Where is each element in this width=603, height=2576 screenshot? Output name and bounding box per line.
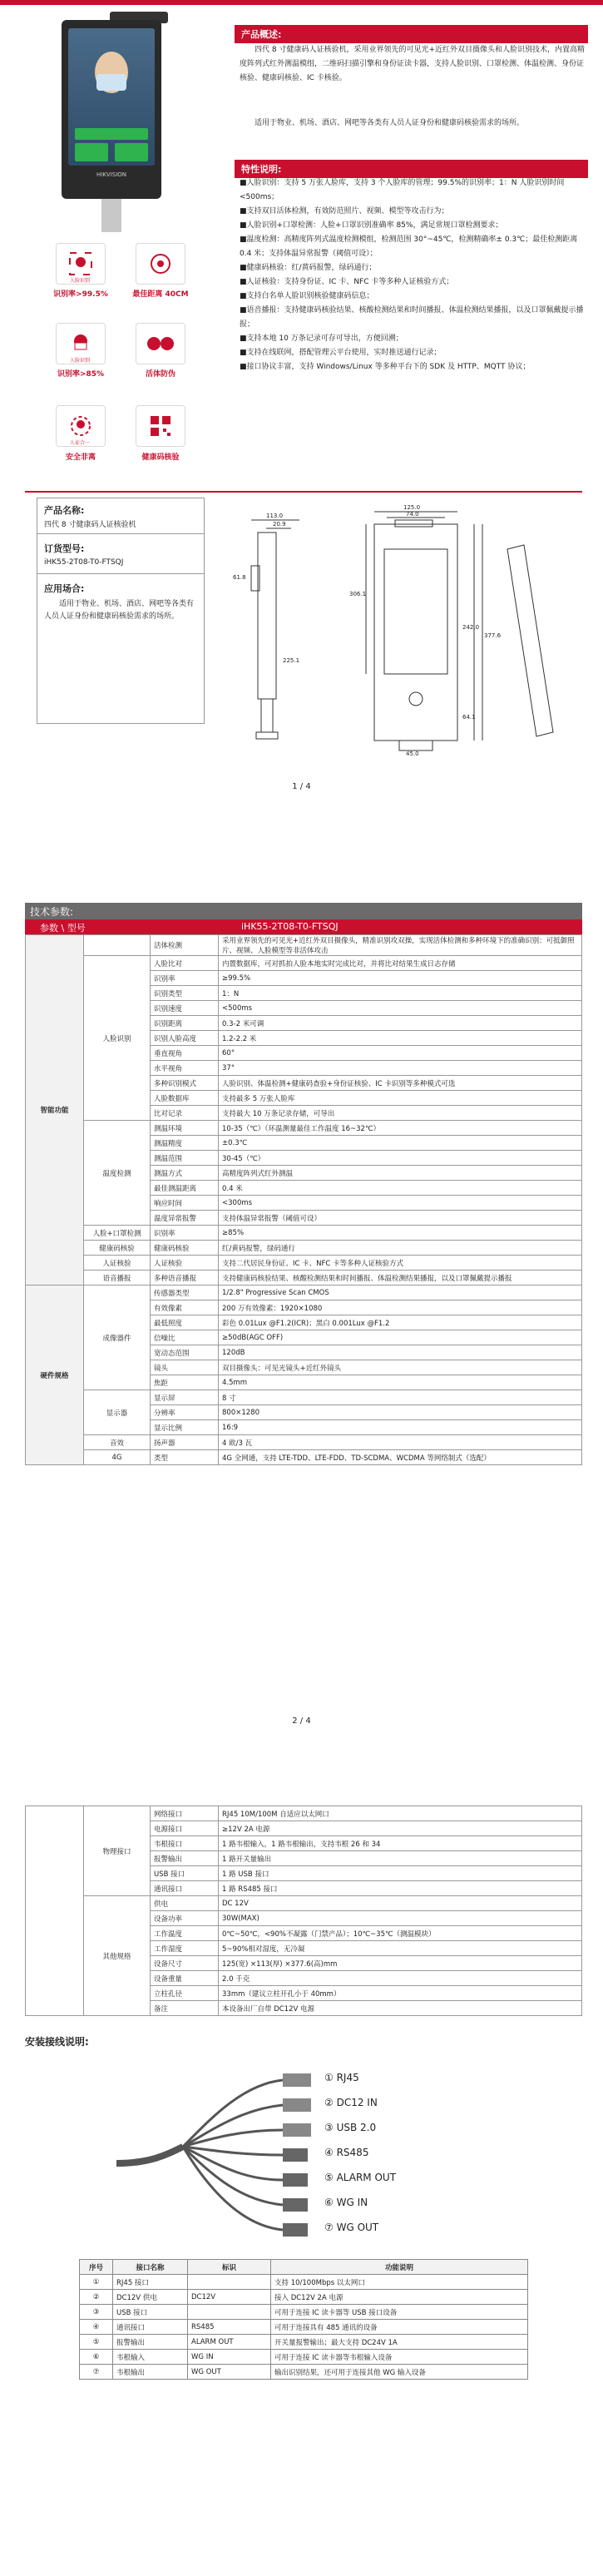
wiring-cell: WG IN (188, 2350, 271, 2365)
spec-key: 响应时间 (151, 1196, 219, 1211)
iface-key: 备注 (151, 2001, 219, 2016)
spec-value: 彩色 0.01Lux @F1.2(ICR)；黑白 0.001Lux @F1.2 (219, 1315, 582, 1330)
feature-item: ■支持白名单人脸识别核验健康码信息； (240, 292, 374, 300)
app-value: 适用于物业、机场、酒店、网吧等各类有人员人证身份和健康码核验需求的场所。 (44, 600, 195, 621)
wiring-cell: 通讯接口 (113, 2320, 188, 2335)
header-strip (0, 0, 603, 5)
icon-label: 健康码核验 (141, 453, 180, 462)
spec-row (26, 956, 582, 971)
dim-label: 306.1 (349, 591, 367, 597)
spec-group: 温度检测 (84, 1121, 151, 1226)
spec-value: 1/2.8" Progressive Scan CMOS (219, 1286, 582, 1300)
spec-key: 识别类型 (151, 986, 219, 1001)
iface-category: 物理接口 (84, 1806, 151, 1896)
qrcode-icon (136, 405, 185, 447)
wiring-cell: 报警输出 (113, 2335, 188, 2350)
feature-item: ■健康码核验：红/黄码报警，绿码通行； (240, 264, 377, 272)
drawing-svg (233, 499, 566, 757)
overview-title: 产品概述: (235, 25, 588, 43)
wiring-cell: WG OUT (188, 2365, 271, 2380)
dim-label: 125.0 (403, 504, 421, 511)
iface-key: 报警输出 (151, 1851, 219, 1866)
spec-value: ≥50dB(AGC OFF) (219, 1330, 582, 1345)
wiring-row (80, 2275, 528, 2290)
spec-group: 音效 (84, 1435, 151, 1450)
spec-row (26, 1241, 582, 1256)
spec-key: 水平视角 (151, 1061, 219, 1076)
status-green-bar2 (75, 143, 108, 161)
spec-key: 识别人脸高度 (151, 1031, 219, 1046)
name-label: 产品名称: (44, 505, 85, 516)
iface-key: 设备重量 (151, 1971, 219, 1986)
wiring-cell: 韦根输出 (113, 2365, 188, 2380)
page-2 (0, 903, 603, 1760)
spec-group: 人脸+口罩检测 (84, 1226, 151, 1241)
spec-value: 200 万有效像素：1920×1080 (219, 1300, 582, 1315)
spec-key: 温度异常报警 (151, 1211, 219, 1226)
wiring-cell: USB 接口 (113, 2305, 188, 2320)
spec-value: 支持体温异常报警（阈值可设） (219, 1211, 582, 1226)
icon-subtext: 人脸识别 (69, 358, 90, 364)
divider (25, 491, 582, 493)
spec-key: 测温范围 (151, 1151, 219, 1166)
model-value: iHK55-2T08-T0-FTSQJ (44, 558, 124, 567)
icon-subtext: 人证合一 (69, 440, 90, 446)
wire-2: ② DC12 IN (324, 2097, 378, 2108)
wiring-row (80, 2365, 528, 2380)
spec-row (26, 1271, 582, 1286)
spec-key: 人脸比对 (151, 956, 219, 971)
iface-value: 125(宽) ×113(厚) ×377.6(高)mm (219, 1956, 582, 1971)
model-label: 订货型号: (44, 543, 85, 554)
spec-category: 智能功能 (26, 935, 84, 1286)
wiring-cell: 接入 DC12V 2A 电源 (271, 2290, 528, 2305)
wire-4: ④ RS485 (324, 2147, 369, 2158)
spec-key: 扬声器 (151, 1435, 219, 1450)
iface-category: 其他规格 (84, 1896, 151, 2016)
dim-label: 20.9 (273, 521, 286, 528)
spec-key: 传感器类型 (151, 1286, 219, 1300)
spec-row (26, 1226, 582, 1241)
iface-key: 设备功率 (151, 1911, 219, 1926)
spec-value: 人脸识别、体温检测+健康码查验+身份证核验、IC 卡识别等多种模式可选 (219, 1076, 582, 1091)
wiring-cell: 可用于连接具有 485 通讯的设备 (271, 2320, 528, 2335)
dim-label: 242.0 (462, 624, 480, 631)
iface-value: RJ45 10M/100M 自适应以太网口 (219, 1806, 582, 1821)
iface-value: 1 路 USB 接口 (219, 1866, 582, 1881)
overview-text: 四代 8 寸健康码人证核验机，采用业界领先的可见光+近红外双目摄像头和人脸识别技术，内置高精度阵列式红外测温模组，二维码扫描引擎和身份证读卡器，支持人脸识别、口罩检测、体温检测、身份证核验、健康码核验、IC 卡核验。 (240, 46, 585, 82)
icon-label: 最佳距离 40CM (132, 290, 189, 299)
features-title: 特性说明: (235, 160, 588, 178)
iface-key: 网络接口 (151, 1806, 219, 1821)
spec-value: 支持健康码核验结果、核酸检测结果和时间播报、体温检测结果播报，以及口罩佩戴提示播报 (219, 1271, 582, 1286)
dim-label: 113.0 (266, 513, 284, 519)
wiring-row (80, 2350, 528, 2365)
iface-value: 2.0 千克 (219, 1971, 582, 1986)
iface-key: 韦根接口 (151, 1836, 219, 1851)
feature-item: ■支持在线联网，搭配管理云平台使用，实时推送通行记录； (240, 349, 442, 357)
wiring-cell: ④ (80, 2320, 113, 2335)
feature-item: ■语音播报：支持健康码核验结果、核酸检测结果和时间播报、体温检测结果播报，以及口罩佩戴提示播报； (240, 306, 584, 329)
spec-value: <500ms (219, 1001, 582, 1016)
wiring-row (80, 2305, 528, 2320)
spec-value: 双目摄像头：可见光镜头+近红外镜头 (219, 1360, 582, 1375)
wire-6: ⑥ WG IN (324, 2197, 368, 2208)
spec-key: 宽动态范围 (151, 1345, 219, 1360)
wiring-cell (188, 2305, 271, 2320)
dim-label: 225.1 (283, 657, 300, 664)
spec-key: 显示比例 (151, 1420, 219, 1435)
wiring-cell: 可用于连接 IC 读卡器等 USB 接口设备 (271, 2305, 528, 2320)
spec-value: 30-45（℃） (219, 1151, 582, 1166)
spec-row (26, 1286, 582, 1300)
spec-key: 最佳测温距离 (151, 1181, 219, 1196)
spec-value: 0.3-2 米可调 (219, 1016, 582, 1031)
spec-value: 4G 全网通，支持 LTE-TDD、LTE-FDD、TD-SCDMA、WCDMA 等网络制式（选配） (219, 1450, 582, 1465)
th-name: 接口名称 (113, 2260, 188, 2275)
iface-value: 30W(MAX) (219, 1911, 582, 1926)
status-green-bar (75, 128, 148, 140)
spec-header (25, 919, 582, 934)
spec-key: 有效像素 (151, 1300, 219, 1315)
spec-key: 分辨率 (151, 1405, 219, 1420)
spec-key: 多种语音播报 (151, 1271, 219, 1286)
dim-label: 45.0 (406, 751, 419, 757)
spec-key: 识别速度 (151, 1001, 219, 1016)
spec-value: 支持最大 10 万条记录存储，可导出 (219, 1106, 582, 1121)
wiring-cell: ⑥ (80, 2350, 113, 2365)
page-3 (0, 1797, 603, 2576)
spec-value: 采用业界领先的可见光+近红外双目摄像头，精准识别攻双操，实现活体检测和多种环境下的准确识别：可抵御照片、视频、人脸模型等非活体攻击 (219, 935, 582, 956)
device-pole (101, 199, 121, 232)
wiring-cell: DC12V 供电 (113, 2290, 188, 2305)
iface-value: DC 12V (219, 1896, 582, 1911)
wiring-cell: 开关量报警输出；最大支持 DC24V 1A (271, 2335, 528, 2350)
spec-value: 4 欧/3 瓦 (219, 1435, 582, 1450)
header-right: iHK55-2T08-T0-FTSQJ (241, 921, 339, 932)
spec-row (26, 1390, 582, 1405)
wiring-row (80, 2320, 528, 2335)
spec-key: 健康码核验 (151, 1241, 219, 1256)
header-left: 参数 \ 型号 (40, 923, 86, 934)
spec-title: 技术参数: (25, 903, 582, 920)
spec-key: 识别距离 (151, 1016, 219, 1031)
wire-5: ⑤ ALARM OUT (324, 2172, 397, 2183)
icon-label: 活体防伪 (145, 370, 175, 379)
spec-value: 120dB (219, 1345, 582, 1360)
wiring-cell: ③ (80, 2305, 113, 2320)
th-mark: 标识 (188, 2260, 271, 2275)
iface-key: 立柱孔径 (151, 1986, 219, 2001)
iface-key: 电源接口 (151, 1821, 219, 1836)
spec-key: 多种识别模式 (151, 1076, 219, 1091)
spec-key: 测温方式 (151, 1166, 219, 1181)
iface-value: 1 路开关量输出 (219, 1851, 582, 1866)
device-body (62, 20, 161, 199)
spec-group (84, 935, 151, 956)
iface-key: 供电 (151, 1896, 219, 1911)
wiring-cell: ⑦ (80, 2365, 113, 2380)
spec-key: 垂直视角 (151, 1046, 219, 1061)
cable-svg (116, 2063, 466, 2238)
spec-value: 高精度阵列式红外测温 (219, 1166, 582, 1181)
spec-key: 显示屏 (151, 1390, 219, 1405)
spec-value: ≥99.5% (219, 971, 582, 986)
spec-group: 人脸识别 (84, 956, 151, 1121)
wiring-cell: 可用于连接 IC 读卡器等韦根输入设备 (271, 2350, 528, 2365)
iface-key: 设备尺寸 (151, 1956, 219, 1971)
dim-label: 377.6 (484, 632, 502, 639)
iface-row (26, 1806, 582, 1821)
info-divider (37, 573, 204, 574)
distance-icon (136, 243, 185, 285)
page-number: 2 / 4 (292, 1717, 311, 1726)
wiring-cell: DC12V (188, 2290, 271, 2305)
spec-table (25, 934, 582, 1465)
spec-key: 镜头 (151, 1360, 219, 1375)
wiring-cell: ② (80, 2290, 113, 2305)
icon-label: 安全非离 (65, 453, 96, 462)
spec-value: 支持最多 5 万张人脸库 (219, 1091, 582, 1106)
wiring-cell: RJ45 接口 (113, 2275, 188, 2290)
feature-item: ■人证核验：支持身份证、IC 卡、NFC 卡等多种人证核验方式； (240, 278, 454, 286)
spec-value: 1：N (219, 986, 582, 1001)
wiring-row (80, 2335, 528, 2350)
iface-key: 通讯接口 (151, 1881, 219, 1896)
name-value: 四代 8 寸健康码人证核验机 (44, 521, 136, 529)
wiring-cell: 输出识别结果，还可用于连接其他 WG 输入设备 (271, 2365, 528, 2380)
spec-key: 识别率 (151, 1226, 219, 1241)
spec-group: 健康码核验 (84, 1241, 151, 1256)
wiring-cell: ① (80, 2275, 113, 2290)
dim-label: 64.1 (462, 714, 476, 721)
dimension-drawing (233, 499, 566, 757)
th-no: 序号 (80, 2260, 113, 2275)
iface-value: 5~90%相对湿度，无冷凝 (219, 1941, 582, 1956)
feature-item: ■接口协议丰富，支持 Windows/Linux 等多种平台下的 SDK 及 HTTP、MQTT 协议； (240, 363, 531, 371)
icon-label: 识别率>99.5% (53, 290, 108, 299)
wiring-cell: ALARM OUT (188, 2335, 271, 2350)
spec-key: 识别率 (151, 971, 219, 986)
feature-item: ■支持双目活体检测，有效防范照片、视频、模型等攻击行为； (240, 207, 449, 215)
overview-text2: 适用于物业、机场、酒店、网吧等各类有人员人证身份和健康码核验需求的场所。 (255, 119, 525, 127)
spec-value: 0.4 米 (219, 1181, 582, 1196)
spec-row (26, 1435, 582, 1450)
iface-value: 1 路韦根输入，1 路韦根输出，支持韦根 26 和 34 (219, 1836, 582, 1851)
dim-label: 74.0 (406, 511, 419, 518)
icon-grid (46, 243, 212, 484)
iface-value: 0℃~50℃，<90%不凝露（门禁产品）；10℃~35℃（测温模块） (219, 1926, 582, 1941)
spec-value: 37° (219, 1061, 582, 1076)
page-1 (0, 0, 603, 824)
iface-value: 33mm（建议立柱开孔小于 40mm） (219, 1986, 582, 2001)
spec-key: 人证核验 (151, 1256, 219, 1271)
spec-row (26, 1256, 582, 1271)
spec-category: 硬件规格 (26, 1286, 84, 1465)
spec-value: 红/黄码报警，绿码通行 (219, 1241, 582, 1256)
spec-value: 800×1280 (219, 1405, 582, 1420)
wiring-row (80, 2290, 528, 2305)
feature-item: ■人脸识别：支持 5 万张人脸库，支持 3 个人脸库的管理；99.5%的识别率；1：N 人脸识别时间<500ms； (240, 179, 565, 201)
device-photo (52, 12, 176, 232)
icon-subtext: 人脸识别 (69, 278, 90, 284)
spec-value: 10-35（℃）（环温测量最佳工作温度 16~32℃） (219, 1121, 582, 1136)
wiring-title: 安装接线说明: (25, 2036, 89, 2048)
wire-1: ① RJ45 (324, 2072, 359, 2083)
device-screen (68, 28, 155, 166)
page-number: 1 / 4 (292, 782, 311, 791)
wiring-cell: RS485 (188, 2320, 271, 2335)
product-info-box (37, 498, 205, 724)
spec-value: 1.2-2.2 米 (219, 1031, 582, 1046)
spec-key: 人脸数据库 (151, 1091, 219, 1106)
spec-value: ±0.3℃ (219, 1136, 582, 1151)
spec-value: 4.5mm (219, 1375, 582, 1390)
spec-group: 4G (84, 1450, 151, 1465)
spec-group: 人证核验 (84, 1256, 151, 1271)
wiring-table (79, 2259, 528, 2380)
icon-label: 识别率>85% (57, 370, 105, 379)
dim-label: 61.8 (233, 574, 246, 581)
spec-value: ≥85% (219, 1226, 582, 1241)
info-divider (37, 533, 204, 534)
spec-value: 内置数据库，可对抓拍人脸本地实时完成比对，并将比对结果生成日志存储 (219, 956, 582, 971)
iface-key: 工作温度 (151, 1926, 219, 1941)
iface-blank (26, 1806, 84, 2016)
wiring-cell: 支持 10/100Mbps 以太网口 (271, 2275, 528, 2290)
spec-value: 16:9 (219, 1420, 582, 1435)
iface-value: 1 路 RS485 接口 (219, 1881, 582, 1896)
spec-key: 测温精度 (151, 1136, 219, 1151)
spec-row (26, 1450, 582, 1465)
feature-item: ■人脸识别+口罩检测：人脸+口罩识别准确率 85%，满足常规口罩检测要求； (240, 221, 503, 230)
spec-group: 语音播报 (84, 1271, 151, 1286)
interface-table (25, 1806, 582, 2016)
feature-item: ■支持本地 10 万条记录可存可导出，方便回溯； (240, 334, 403, 343)
person-mask (96, 74, 126, 91)
iface-key: USB 接口 (151, 1866, 219, 1881)
spec-value: 60° (219, 1046, 582, 1061)
spec-key: 测温环境 (151, 1121, 219, 1136)
feature-item: ■温度检测：高精度阵列式温度检测模组，检测范围 30°~45℃，检测精确率± 0.3℃；最佳检测距离 0.4 米；支持体温异常报警（阈值可设）； (240, 235, 578, 258)
wiring-cell: ⑤ (80, 2335, 113, 2350)
iface-value: ≥12V 2A 电源 (219, 1821, 582, 1836)
wire-3: ③ USB 2.0 (324, 2122, 377, 2133)
wiring-cell (188, 2275, 271, 2290)
wire-7: ⑦ WG OUT (324, 2222, 379, 2233)
app-label: 应用场合: (44, 583, 85, 594)
wiring-cell: 韦根输入 (113, 2350, 188, 2365)
spec-row (26, 1121, 582, 1136)
spec-row (26, 935, 582, 956)
features-list (240, 176, 587, 374)
spec-key: 焦距 (151, 1375, 219, 1390)
th-func: 功能说明 (271, 2260, 528, 2275)
spec-group: 显示器 (84, 1390, 151, 1435)
spec-value: 支持二代居民身份证、IC 卡、NFC 卡等多种人证核验方式 (219, 1256, 582, 1271)
wiring-diagram (116, 2063, 466, 2238)
iface-value: 本设备出厂自带 DC12V 电源 (219, 2001, 582, 2016)
spec-key: 最低照度 (151, 1315, 219, 1330)
liveness-icon (136, 323, 185, 364)
spec-key: 活体检测 (151, 935, 219, 956)
spec-value: <300ms (219, 1196, 582, 1211)
iface-key: 工作湿度 (151, 1941, 219, 1956)
spec-value: 8 寸 (219, 1390, 582, 1405)
spec-key: 信噪比 (151, 1330, 219, 1345)
spec-key: 类型 (151, 1450, 219, 1465)
device-logo: HIKVISION (96, 171, 127, 178)
spec-group: 成像器件 (84, 1286, 151, 1390)
spec-key: 比对记录 (151, 1106, 219, 1121)
status-green-bar3 (115, 143, 148, 161)
iface-row (26, 1896, 582, 1911)
